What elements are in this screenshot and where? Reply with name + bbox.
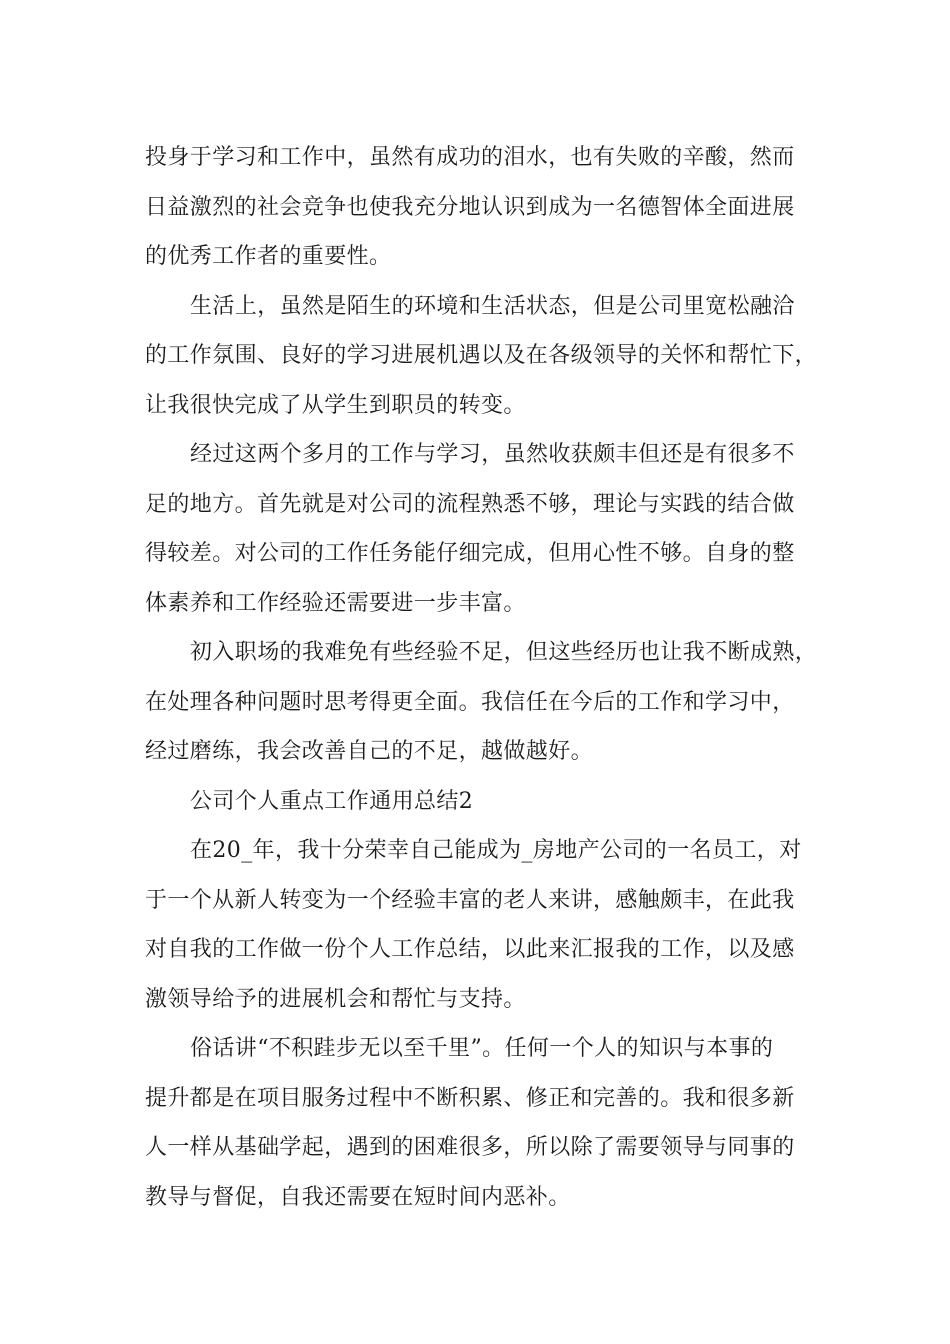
- text-line: 投身于学习和工作中，虽然有成功的泪水，也有失败的辛酸，然而: [145, 145, 795, 170]
- text-line: 提升都是在项目服务过程中不断积累、修正和完善的。我和很多新: [145, 1085, 795, 1111]
- section-heading: [145, 777, 809, 827]
- text-line: 教导与督促，自我还需要在短时间内恶补。: [145, 1184, 571, 1210]
- text-line: 经过磨练，我会改善自己的不足，越做越好。: [145, 739, 594, 764]
- text-line: 经过这两个多月的工作与学习，虽然收获颇丰但还是有很多不: [190, 442, 795, 467]
- text-line: 俗话讲“不积跬步无以至千里”。任何一个人的知识与本事的: [190, 1036, 774, 1061]
- text-line: 体素养和工作经验还需要进一步丰富。: [145, 590, 526, 616]
- paragraph-6: [145, 1024, 809, 1222]
- text-line: 让我很快完成了从学生到职员的转变。: [145, 392, 526, 418]
- text-line: 在处理各种问题时思考得更全面。我信任在今后的工作和学习中，: [145, 689, 795, 715]
- text-line: 对自我的工作做一份个人工作总结，以此来汇报我的工作，以及感: [145, 937, 795, 962]
- paragraph-4: [145, 628, 818, 777]
- text-line: 日益激烈的社会竞争也使我充分地认识到成为一名德智体全面进展: [145, 194, 795, 220]
- text-line: 生活上，虽然是陌生的环境和生活状态，但是公司里宽松融洽: [190, 293, 795, 319]
- document-body: [145, 133, 818, 1222]
- paragraph-5: [145, 826, 809, 1024]
- paragraph-1: [145, 133, 809, 282]
- text-line: 激领导给予的进展机会和帮忙与支持。: [145, 986, 526, 1012]
- paragraph-2: [145, 282, 818, 431]
- text-line: 得较差。对公司的工作任务能仔细完成，但用心性不够。自身的整: [145, 541, 795, 566]
- text-line: 人一样从基础学起，遇到的困难很多，所以除了需要领导与同事的: [145, 1135, 795, 1160]
- text-line: 足的地方。首先就是对公司的流程熟悉不够，理论与实践的结合做: [145, 491, 795, 517]
- text-line: 初入职场的我难免有些经验不足，但这些经历也让我不断成熟，: [190, 640, 818, 665]
- text-line: 的优秀工作者的重要性。: [145, 244, 392, 269]
- text-line: 于一个从新人转变为一个经验丰富的老人来讲，感触颇丰，在此我: [145, 887, 795, 913]
- text-line: 的工作氛围、良好的学习进展机遇以及在各级领导的关怀和帮忙下，: [145, 343, 818, 368]
- heading-text: 公司个人重点工作通用总结2: [190, 788, 474, 814]
- paragraph-3: [145, 430, 809, 628]
- text-line: 在20_年，我十分荣幸自己能成为_房地产公司的一名员工，对: [190, 838, 802, 863]
